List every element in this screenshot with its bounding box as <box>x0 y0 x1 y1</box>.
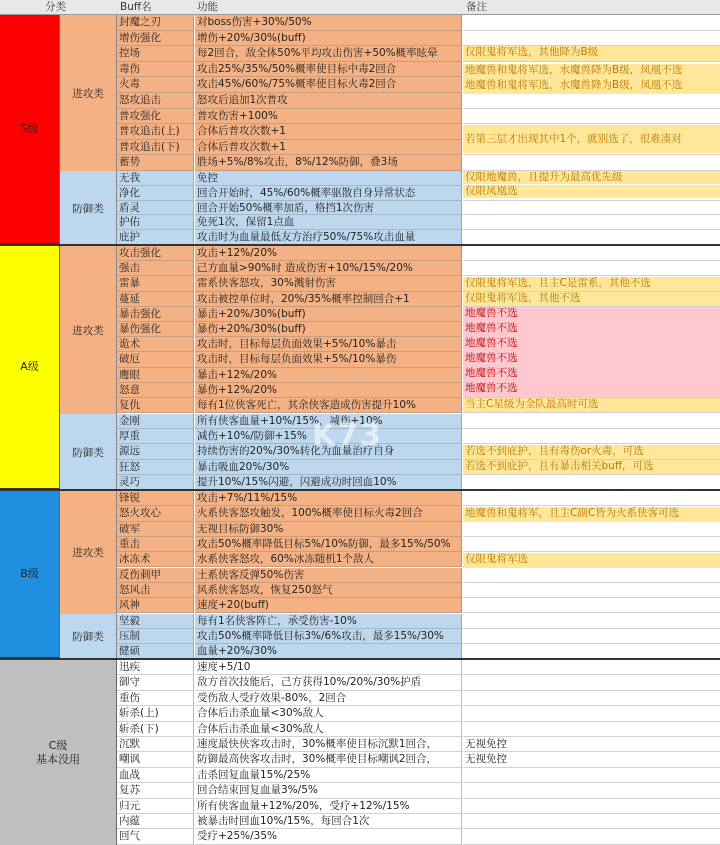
tier-c-subtext: 基本没用 <box>36 752 80 766</box>
note-a-dimo-3: 地魔兽不选 <box>463 337 720 352</box>
buff-name: 压制 <box>117 629 194 644</box>
buff-note <box>463 93 720 109</box>
buff-effect: 速度+20(buff) <box>195 598 462 613</box>
note-a-fuchou: 当主C星级为全队最高时可选 <box>463 398 720 412</box>
buff-effect: 胜场+5%/8%攻击，8%/12%防御，叠3场 <box>195 155 462 171</box>
buff-note <box>463 15 720 31</box>
buff-effect: 攻击时，目标每层负面效果+5%/10%暴击 <box>195 337 462 352</box>
buff-note <box>463 491 720 506</box>
buff-note: 无视免控 <box>463 752 720 767</box>
buff-name: 金刚 <box>117 414 194 429</box>
buff-effect: 回合开始时，45%/60%概率驱散自身异常状态 <box>195 186 462 201</box>
buff-note <box>463 706 720 721</box>
tier-c-label <box>0 660 117 845</box>
buff-name: 回气 <box>117 829 194 844</box>
note-a-dimo-2: 地魔兽不选 <box>463 322 720 337</box>
buff-effect: 攻击+7%/11%/15% <box>195 491 462 506</box>
buff-effect: 持续伤害的20%/30%转化为血量治疗自身 <box>195 444 462 459</box>
buff-effect: 速度+5/10 <box>195 660 462 675</box>
b-defense-label: 防御类 <box>72 631 104 643</box>
buff-effect: 所有侠客血量+10%/15%，减伤+10% <box>195 414 462 429</box>
buff-name: 归元 <box>117 799 194 814</box>
buff-name: 反伤刺甲 <box>117 568 194 583</box>
a-attack-category <box>60 246 117 414</box>
s-defense-label: 防御类 <box>72 202 104 215</box>
buff-effect: 每有1位侠客死亡，其余侠客造成伤害提升10% <box>195 398 462 413</box>
buff-note <box>463 814 720 829</box>
s-defense-category <box>60 171 117 245</box>
buff-effect: 合体后普攻次数+1 <box>195 124 462 140</box>
a-defense-label: 防御类 <box>72 446 104 459</box>
buff-note <box>463 230 720 245</box>
tier-s-label <box>0 15 60 245</box>
buff-note <box>463 246 720 261</box>
note-s-dushang: 地魔兽和鬼将军选，水魔兽降为B级，凤凰不选 <box>463 64 720 79</box>
buff-name: 锋锐 <box>117 491 194 506</box>
buff-name: 冰冻术 <box>117 552 194 567</box>
buff-note <box>463 568 720 583</box>
a-defense-category <box>60 414 117 490</box>
buff-note <box>463 783 720 798</box>
buff-name: 斩杀(下) <box>117 722 194 737</box>
note-s-huodu: 地魔兽和鬼将军选，水魔兽降为B级，凤凰不选 <box>463 79 720 94</box>
buff-name: 破军 <box>117 522 194 537</box>
buff-name: 健硕 <box>117 644 194 659</box>
buff-effect: 免控 <box>195 171 462 186</box>
buff-name: 灵巧 <box>117 475 194 490</box>
buff-effect: 攻击+12%/20% <box>195 246 462 261</box>
buff-effect: 每有1名侠客阵亡，承受伤害-10% <box>195 614 462 629</box>
buff-effect: 暴击+20%/30%(buff) <box>195 307 462 322</box>
s-attack-category <box>60 15 117 171</box>
buff-name: 盾灵 <box>117 201 194 216</box>
buff-name: 重伤 <box>117 691 194 706</box>
buff-effect: 攻击时，目标每层负面效果+5%/10%暴伤 <box>195 352 462 367</box>
buff-note <box>463 583 720 598</box>
buff-name: 源远 <box>117 444 194 459</box>
buff-note <box>463 722 720 737</box>
note-s-jinghua: 仅限凤凰选 <box>463 185 720 198</box>
buff-effect: 攻击25%/35%/50%概率使目标中毒2回合 <box>195 62 462 78</box>
buff-name: 蔓延 <box>117 292 194 307</box>
buff-name: 厚重 <box>117 429 194 444</box>
buff-name: 复苏 <box>117 783 194 798</box>
buff-note <box>463 475 720 490</box>
buff-name: 增伤强化 <box>117 31 194 47</box>
buff-name: 毒伤 <box>117 62 194 78</box>
buff-name: 沉默 <box>117 737 194 752</box>
buff-effect: 所有侠客血量+12%/20%，受疗+12%/15% <box>195 799 462 814</box>
buff-name: 火毒 <box>117 77 194 93</box>
tier-a-label <box>0 246 60 490</box>
buff-name: 普攻强化 <box>117 109 194 125</box>
buff-name: 血战 <box>117 768 194 783</box>
note-s-kongchang: 仅限鬼将军选，其他降为B级 <box>463 46 720 61</box>
a-attack-label: 进攻类 <box>72 324 104 337</box>
buff-name: 重击 <box>117 537 194 552</box>
note-a-dimo-6: 地魔兽不选 <box>463 382 720 397</box>
b-attack-category <box>60 491 117 614</box>
buff-note <box>463 155 720 171</box>
buff-name: 嘲讽 <box>117 752 194 767</box>
note-a-dimo-1: 地魔兽不选 <box>463 307 720 322</box>
buff-effect: 敌方首次技能后，己方获得10%/20%/30%护盾 <box>195 675 462 690</box>
buff-effect: 回合开始50%概率加盾，格挡1次伤害 <box>195 201 462 216</box>
buff-effect: 无视目标防御30% <box>195 522 462 537</box>
buff-note <box>463 522 720 537</box>
buff-note <box>463 429 720 444</box>
buff-note <box>463 537 720 552</box>
buff-name: 攻击强化 <box>117 246 194 261</box>
buff-effect: 己方血量>90%时 造成伤害+10%/15%/20% <box>195 261 462 276</box>
buff-name: 怒火攻心 <box>117 506 194 521</box>
note-s-pugong-zhuiji: 若第三层才出现其中1个，就别选了，很难凑对 <box>463 125 720 153</box>
buff-name: 迅疾 <box>117 660 194 675</box>
buff-name: 普攻追击(上) <box>117 124 194 140</box>
buff-note <box>463 675 720 690</box>
buff-note: 无视免控 <box>463 737 720 752</box>
buff-name: 净化 <box>117 186 194 201</box>
header-name: Buff名 <box>120 1 152 13</box>
s-attack-label: 进攻类 <box>72 87 104 100</box>
watermark: K73 <box>312 418 383 453</box>
buff-effect: 雷系侠客怒攻，30%溅射伤害 <box>195 276 462 291</box>
note-a-manyan: 仅限鬼将军选，其他不选 <box>463 292 720 306</box>
buff-effect: 火系侠客怒攻触发，100%概率使目标火毒2回合 <box>195 506 462 521</box>
buff-effect: 土系侠客反弹50%伤害 <box>195 568 462 583</box>
buff-note <box>463 629 720 644</box>
buff-note <box>463 768 720 783</box>
buff-effect: 普攻伤害+100% <box>195 109 462 125</box>
buff-name: 蓄势 <box>117 155 194 171</box>
buff-note <box>463 691 720 706</box>
buff-name: 普攻追击(下) <box>117 140 194 156</box>
buff-name: 风神 <box>117 598 194 613</box>
buff-effect: 水系侠客怒攻，60%冰冻随机1个敌人 <box>195 552 462 567</box>
buff-note <box>463 31 720 47</box>
buff-effect: 暴击吸血20%/30% <box>195 460 462 475</box>
buff-effect: 受疗+25%/35% <box>195 829 462 844</box>
buff-name: 护佑 <box>117 215 194 230</box>
buff-name: 斩杀(上) <box>117 706 194 721</box>
buff-name: 怒风击 <box>117 583 194 598</box>
tier-a-text: A级 <box>20 360 39 373</box>
buff-name: 封魔之刃 <box>117 15 194 31</box>
buff-effect: 击杀回复血量15%/25% <box>195 768 462 783</box>
buff-effect: 受伤敌人受疗效果-80%，2回合 <box>195 691 462 706</box>
buff-effect: 速度最快侠客攻击时，30%概率使目标沉默1回合， <box>195 737 462 752</box>
buff-note <box>463 799 720 814</box>
buff-effect: 暴击+12%/20% <box>195 368 462 383</box>
b-defense-category <box>60 614 117 659</box>
note-b-nuhuo: 地魔兽和鬼将军，且主C副C皆为火系侠客可选 <box>463 507 720 522</box>
buff-name: 无我 <box>117 171 194 186</box>
buff-name: 暴击强化 <box>117 307 194 322</box>
note-a-yuanyuan: 若选不到庇护，且有毒伤or火毒，可选 <box>463 445 720 459</box>
buff-effect: 攻击时为血量最低友方治疗50%/75%攻击血量 <box>195 230 462 245</box>
buff-name: 强击 <box>117 261 194 276</box>
buff-note <box>463 660 720 675</box>
buff-name: 内蕴 <box>117 814 194 829</box>
note-a-dimo-4: 地魔兽不选 <box>463 352 720 367</box>
buff-note <box>463 201 720 216</box>
buff-effect: 对boss伤害+30%/50% <box>195 15 462 31</box>
buff-note <box>463 614 720 629</box>
buff-name: 暴伤强化 <box>117 322 194 337</box>
buff-effect: 风系侠客怒攻，恢复250怒气 <box>195 583 462 598</box>
header-row <box>0 0 720 15</box>
header-effect: 功能 <box>197 1 218 13</box>
buff-effect: 被暴击时回血10%/15%，每回合1次 <box>195 814 462 829</box>
buff-effect: 攻击45%/60%/75%概率使目标火毒2回合 <box>195 77 462 93</box>
buff-effect: 暴伤+20%/30%(buff) <box>195 322 462 337</box>
buff-effect: 合体后普攻次数+1 <box>195 140 462 156</box>
buff-note <box>463 215 720 230</box>
buff-name: 怒意 <box>117 383 194 398</box>
buff-effect: 回合结束回复血量3%/5% <box>195 783 462 798</box>
buff-note <box>463 644 720 659</box>
buff-name: 怒攻追击 <box>117 93 194 109</box>
buff-effect: 防御最高侠客攻击时，30%概率使目标嘲讽2回合， <box>195 752 462 767</box>
header-note: 备注 <box>466 1 487 13</box>
note-b-bingdong: 仅限鬼将军选 <box>463 553 720 568</box>
buff-name: 破厄 <box>117 352 194 367</box>
tier-b-label <box>0 491 60 659</box>
buff-effect: 攻击50%概率降低目标3%/6%攻击，最多15%/30% <box>195 629 462 644</box>
buff-name: 诡术 <box>117 337 194 352</box>
buff-effect: 暴伤+12%/20% <box>195 383 462 398</box>
note-a-kuangnu: 若选不到庇护，且有暴击相关buff，可选 <box>463 460 720 474</box>
buff-effect: 免死1次，保留1点血 <box>195 215 462 230</box>
note-s-wuwo: 仅限地魔兽，且提升为最高优先级 <box>463 171 720 184</box>
buff-name: 复仇 <box>117 398 194 413</box>
tier-s-text: S级 <box>20 122 39 135</box>
buff-note <box>463 829 720 844</box>
buff-note <box>463 414 720 429</box>
buff-name: 狂怒 <box>117 460 194 475</box>
buff-name: 坚毅 <box>117 614 194 629</box>
buff-note <box>463 109 720 125</box>
tier-c-text: C级 <box>48 738 68 752</box>
buff-effect: 提升10%/15%闪避，闪避成功时回血10% <box>195 475 462 490</box>
buff-effect: 血量+20%/30% <box>195 644 462 659</box>
buff-note <box>463 261 720 276</box>
buff-note <box>463 598 720 613</box>
buff-effect: 每2回合，敌全体50%平均攻击伤害+50%概率眩晕 <box>195 46 462 62</box>
buff-effect: 合体后击杀血量<30%敌人 <box>195 722 462 737</box>
buff-name: 御守 <box>117 675 194 690</box>
buff-name: 鹰眼 <box>117 368 194 383</box>
header-tier: 分类 <box>45 1 66 13</box>
buff-name: 庇护 <box>117 230 194 245</box>
buff-effect: 增伤+20%/30%(buff) <box>195 31 462 47</box>
b-attack-label: 进攻类 <box>72 547 104 559</box>
buff-effect: 合体后击杀血量<30%敌人 <box>195 706 462 721</box>
note-a-leibao: 仅限鬼将军选，且主C是雷系，其他不选 <box>463 277 720 291</box>
buff-effect: 怒攻后追加1次普攻 <box>195 93 462 109</box>
note-a-dimo-5: 地魔兽不选 <box>463 367 720 382</box>
buff-effect: 减伤+10%/防御+15% <box>195 429 462 444</box>
buff-name: 控场 <box>117 46 194 62</box>
buff-effect: 攻击50%概率降低目标5%/10%防御，最多15%/50% <box>195 537 462 552</box>
buff-name: 雷暴 <box>117 276 194 291</box>
buff-effect: 攻击被控单位时，20%/35%概率控制回合+1 <box>195 292 462 307</box>
tier-b-text: B级 <box>20 567 39 580</box>
